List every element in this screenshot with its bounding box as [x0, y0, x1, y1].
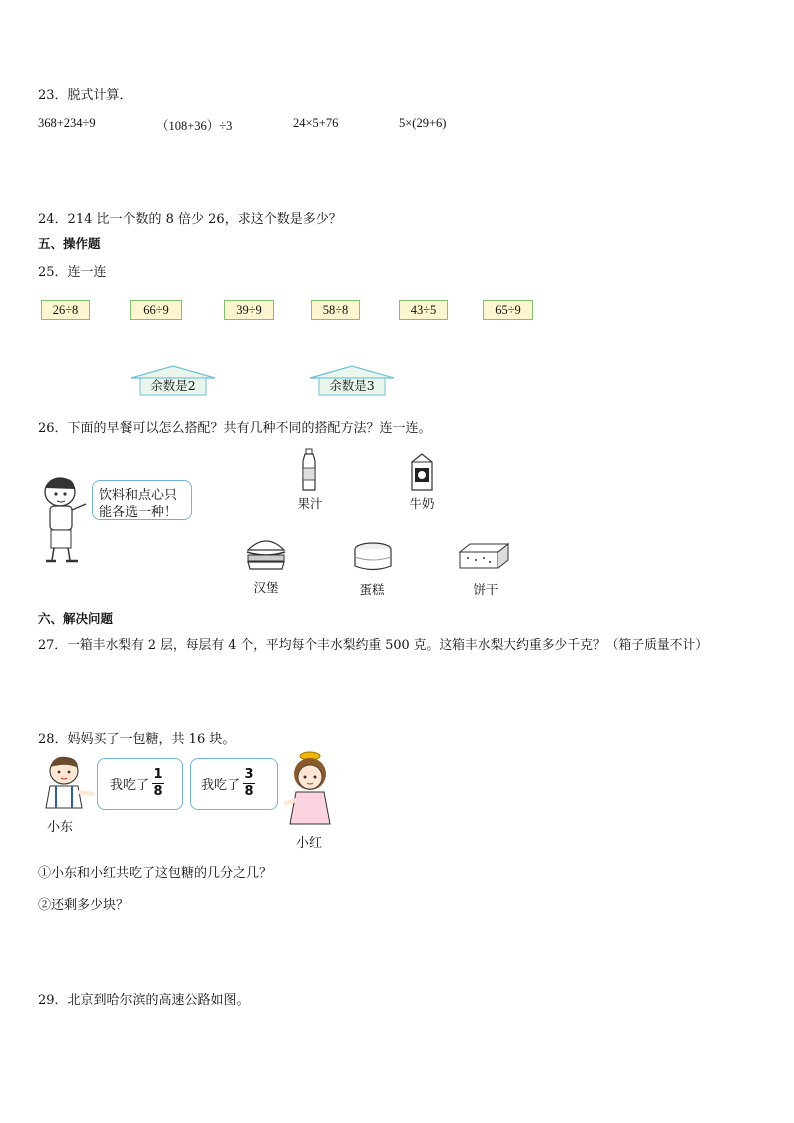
q27-text: 27．一箱丰水梨有 2 层，每层有 4 个，平均每个丰水梨约重 500 克。这箱丰水梨大约重多少千克？（箱子质量不计） [38, 638, 709, 653]
xiaodong-fraction-numerator: 1 [153, 767, 163, 782]
q25-title: 25．连一连 [38, 265, 107, 280]
hamburger-label[interactable]: 汉堡 [253, 580, 279, 595]
division-box[interactable]: 58÷8 [311, 300, 360, 320]
speech-bubble [92, 480, 192, 520]
xiaohong-fraction-denominator: 8 [244, 784, 254, 799]
xiaohong-illustration [282, 750, 338, 828]
section5-title: 五、操作题 [38, 236, 101, 251]
xiaodong-fraction-denominator: 8 [153, 784, 163, 799]
division-box[interactable]: 26÷8 [41, 300, 90, 320]
xiaohong-fraction [243, 768, 255, 799]
q23-expr-4: 5×(29+6) [399, 116, 447, 130]
crackers-icon [456, 538, 512, 574]
milk-carton-icon [406, 452, 438, 492]
q28-sub-1: ①小东和小红共吃了这包糖的几分之几？ [38, 866, 273, 881]
xiaohong-speech-text: 我吃了 [201, 778, 241, 793]
division-box[interactable]: 66÷9 [130, 300, 182, 320]
xiaohong-fraction-numerator: 3 [244, 767, 254, 782]
q23-expr-3: 24×5+76 [293, 116, 339, 130]
boy-illustration [36, 474, 92, 564]
xiaohong-speech-bubble [190, 758, 278, 810]
cake-label[interactable]: 蛋糕 [359, 582, 385, 597]
milk-label[interactable]: 牛奶 [409, 496, 435, 511]
q23-expr-1: 368+234÷9 [38, 116, 96, 130]
hamburger-icon [244, 532, 288, 572]
q24-text: 24．214 比一个数的 8 倍少 26，求这个数是多少？ [38, 212, 342, 227]
xiaodong-name: 小东 [47, 820, 74, 835]
remainder-2-label: 余数是2 [150, 378, 196, 393]
q26-title: 26．下面的早餐可以怎么搭配？共有几种不同的搭配方法？连一连。 [38, 421, 432, 436]
q28-title: 28．妈妈买了一包糖，共 16 块。 [38, 732, 236, 747]
q29-text: 29．北京到哈尔滨的高速公路如图。 [38, 993, 250, 1008]
xiaodong-fraction [152, 768, 164, 799]
speech-line-1: 饮料和点心只 [99, 488, 178, 503]
division-box[interactable]: 65÷9 [483, 300, 533, 320]
speech-line-2: 能各选一种！ [99, 505, 178, 520]
juice-bottle-icon [298, 448, 320, 492]
section6-title: 六、解决问题 [38, 611, 114, 626]
division-box[interactable]: 39÷9 [224, 300, 274, 320]
xiaodong-illustration [38, 754, 98, 810]
crackers-label[interactable]: 饼干 [473, 582, 499, 597]
q23-title: 23．脱式计算． [38, 88, 133, 103]
cake-icon [352, 540, 394, 574]
remainder-3-label: 余数是3 [329, 378, 375, 393]
q28-sub-2: ②还剩多少块？ [38, 898, 130, 913]
division-box[interactable]: 43÷5 [399, 300, 448, 320]
xiaodong-speech-bubble [97, 758, 183, 810]
juice-label[interactable]: 果汁 [297, 496, 323, 511]
xiaodong-speech-text: 我吃了 [110, 778, 150, 793]
q23-expr-2: （108+36）÷3 [156, 119, 233, 133]
xiaohong-name: 小红 [296, 836, 323, 851]
